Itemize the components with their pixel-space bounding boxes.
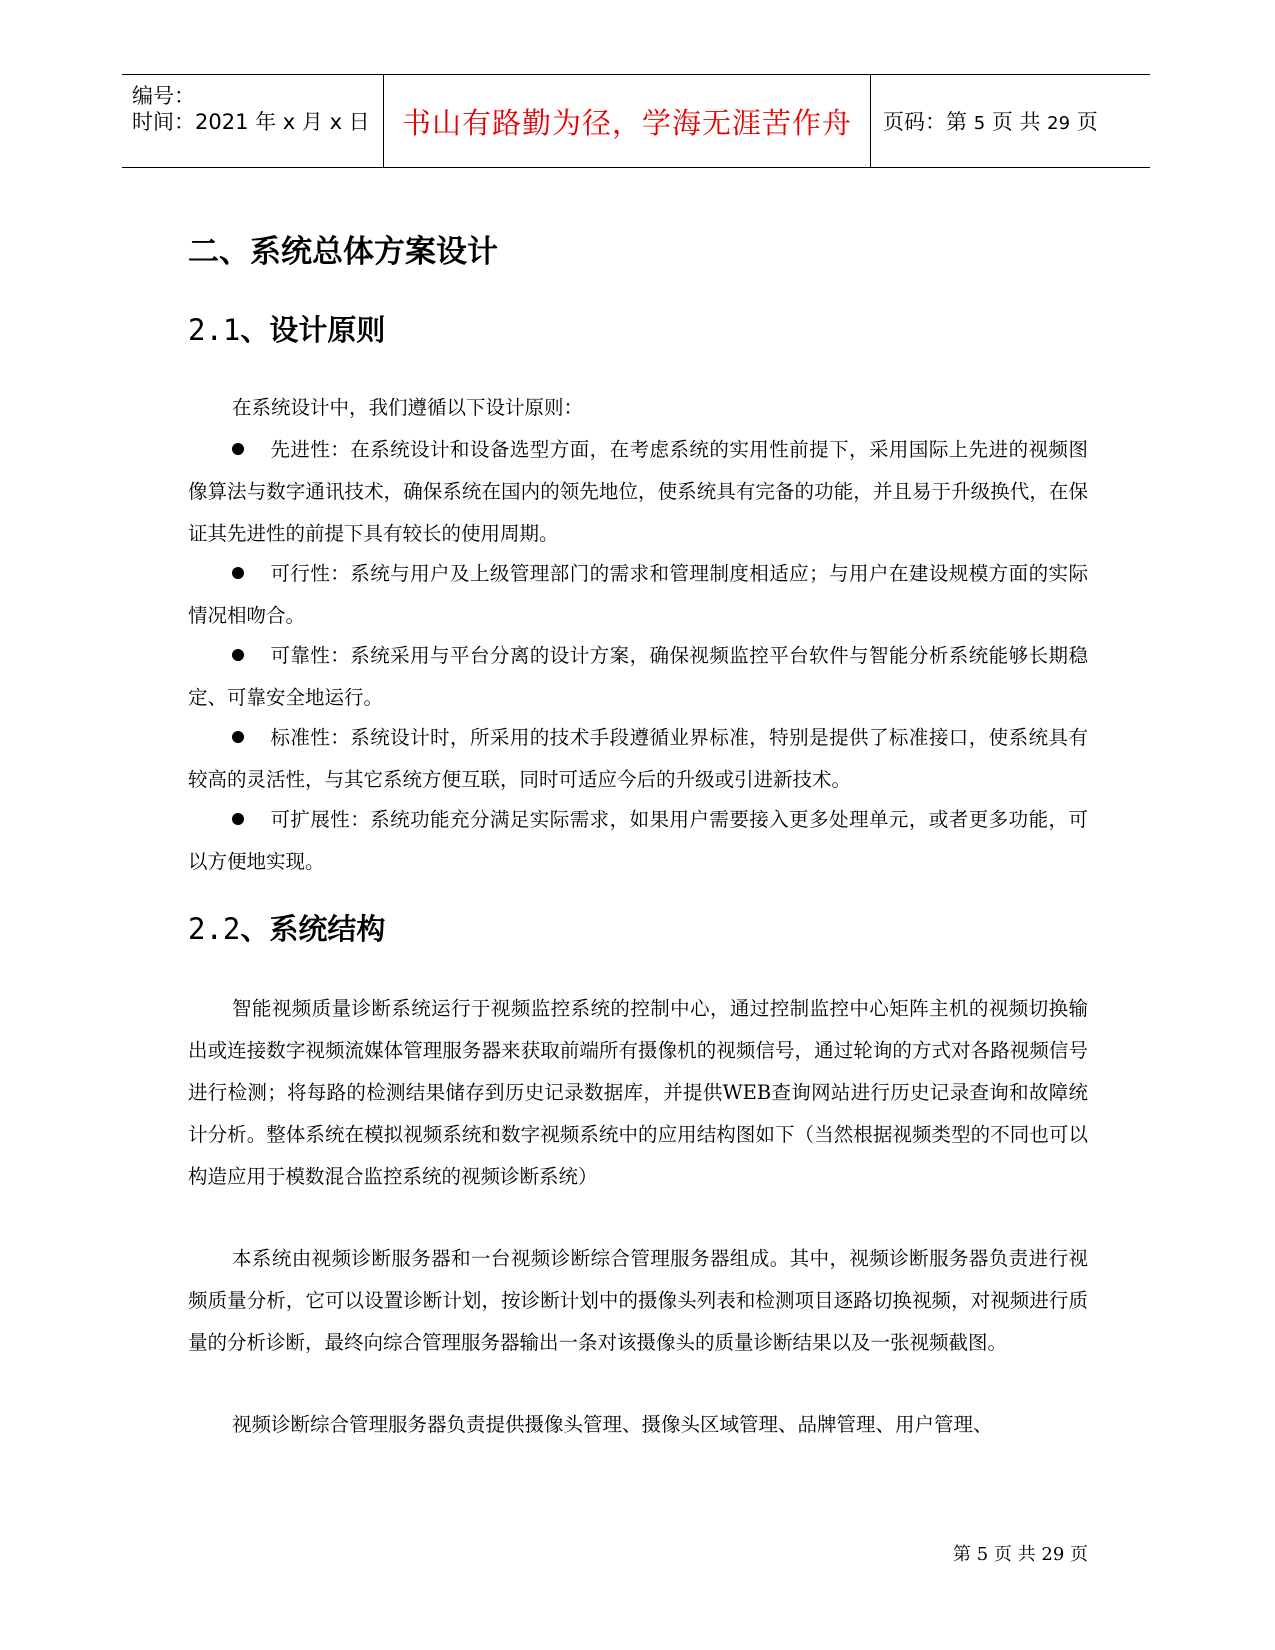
page-suffix: 页 [1070, 110, 1098, 134]
intro-paragraph: 在系统设计中，我们遵循以下设计原则： [232, 396, 584, 419]
bullet-icon [232, 443, 244, 455]
header-page-number [883, 106, 1098, 136]
document-time-label: 时间：2021 年 x 月 x 日 [132, 110, 370, 134]
subsection-number: 2.2 [188, 912, 241, 946]
subsection-heading-design-principles [188, 308, 385, 349]
page-current: 5 [973, 113, 986, 134]
subsection-title: 、系统结构 [240, 912, 386, 946]
section-title: 二、系统总体方案设计 [188, 234, 498, 270]
bullet-text: 可扩展性：系统功能充分满足实际需求，如果用户需要接入更多处理单元，或者更多功能，可以方便地实现。 [188, 808, 1088, 873]
subsection-number: 2.1 [188, 313, 241, 347]
subsection-title: 、设计原则 [240, 313, 386, 347]
body-paragraph: 智能视频质量诊断系统运行于视频监控系统的控制中心，通过控制监控中心矩阵主机的视频切换输出或连接数字视频流媒体管理服务器来获取前端所有摄像机的视频信号，通过轮询的方式对各路视频信号进行检测；将每路的检测结果储存到历史记录数据库，并提供WEB查询网站进行历史记录查询和故障统计分析。整体系统在模拟视频系统和数字视频系统中的应用结构图如下（当然根据视频类型的不同也可以构造应用于模数混合监控系统的视频诊断系统） [188, 997, 1088, 1188]
bullet-item [188, 429, 1088, 555]
page-mid: 页 共 [985, 110, 1048, 134]
header-page-cell [871, 75, 1162, 167]
bullet-icon [232, 649, 244, 661]
header-motto-cell [383, 75, 871, 167]
page-footer: 第 5 页 共 29 页 [953, 1544, 1088, 1565]
bullet-icon [232, 567, 244, 579]
bullet-icon [232, 813, 244, 825]
bullet-text: 可靠性：系统采用与平台分离的设计方案，确保视频监控平台软件与智能分析系统能够长期稳定、可靠安全地运行。 [188, 644, 1088, 709]
document-number-label: 编号： [132, 84, 195, 108]
page-total: 29 [1047, 113, 1071, 134]
header-motto: 书山有路勤为径，学海无涯苦作舟 [401, 105, 852, 140]
bullet-text: 可行性：系统与用户及上级管理部门的需求和管理制度相适应；与用户在建设规模方面的实际情况相吻合。 [188, 562, 1088, 627]
body-paragraph: 本系统由视频诊断服务器和一台视频诊断综合管理服务器组成。其中，视频诊断服务器负责进行视频质量分析，它可以设置诊断计划，按诊断计划中的摄像头列表和检测项目逐路切换视频，对视频进行质量的分析诊断，最终向综合管理服务器输出一条对该摄像头的质量诊断结果以及一张视频截图。 [188, 1247, 1088, 1354]
bullet-item [188, 553, 1088, 637]
bullet-text: 先进性：在系统设计和设备选型方面，在考虑系统的实用性前提下，采用国际上先进的视频图像算法与数字通讯技术，确保系统在国内的领先地位，使系统具有完备的功能，并且易于升级换代，在保证其先进性的前提下具有较长的使用周期。 [188, 438, 1088, 545]
header-info-cell [122, 75, 382, 167]
bullet-item [188, 717, 1088, 801]
bullet-item [188, 635, 1088, 719]
bullet-item [188, 799, 1088, 883]
body-paragraph: 视频诊断综合管理服务器负责提供摄像头管理、摄像头区域管理、品牌管理、用户管理、 [232, 1413, 993, 1436]
page-prefix: 页码：第 [883, 110, 974, 134]
bullet-icon [232, 731, 244, 743]
bullet-text: 标准性：系统设计时，所采用的技术手段遵循业界标准，特别是提供了标准接口，使系统具有较高的灵活性，与其它系统方便互联，同时可适应今后的升级或引进新技术。 [188, 726, 1088, 791]
page-header [122, 74, 1150, 168]
subsection-heading-system-structure [188, 907, 385, 948]
